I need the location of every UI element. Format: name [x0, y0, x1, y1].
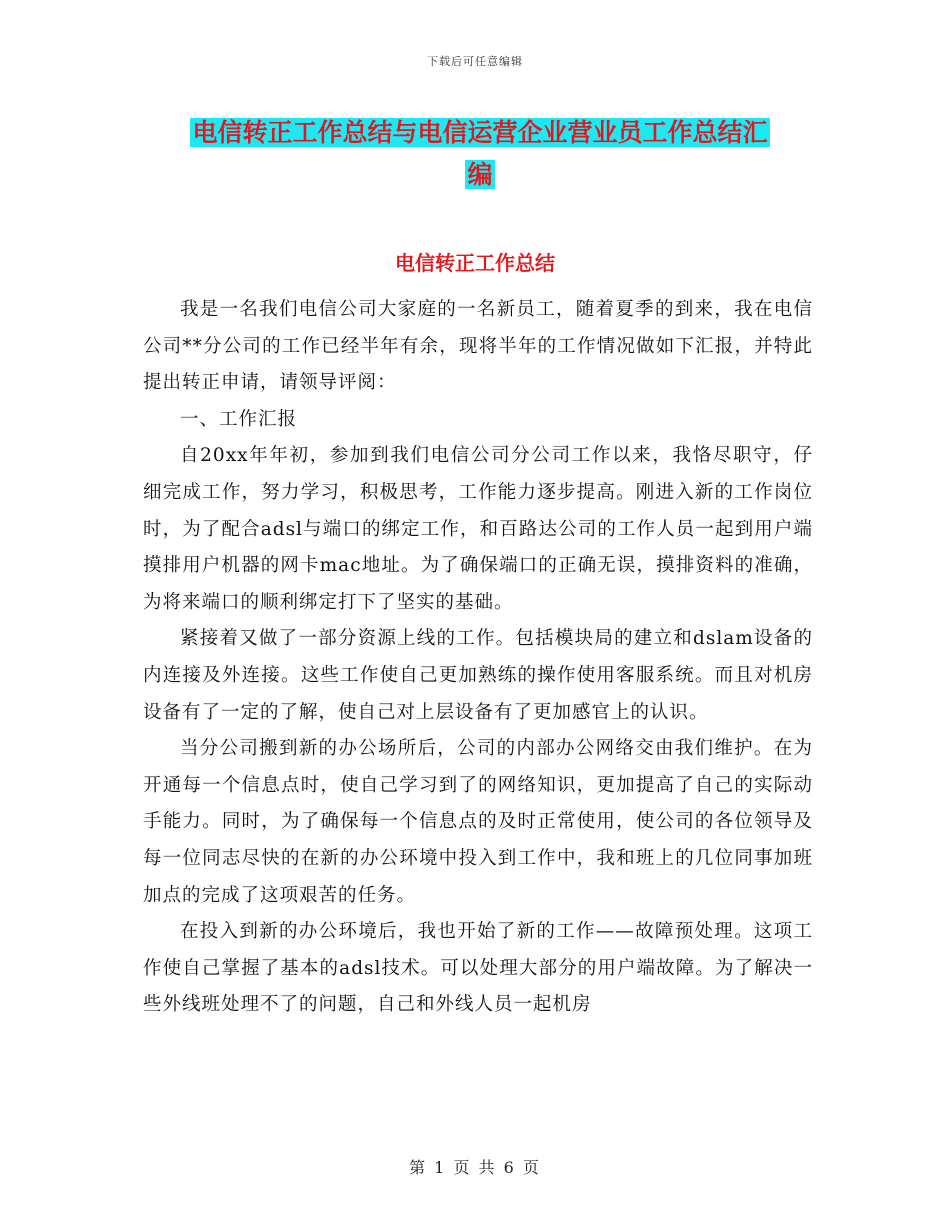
document-title: [140, 112, 820, 196]
paragraph-1: 自20xx年年初，参加到我们电信公司分公司工作以来，我恪尽职守，仔细完成工作，努力学习，积极思考，工作能力逐步提高。刚进入新的工作岗位时，为了配合adsl与端口的绑定工作，和百路达公司的工作人员一起到用户端摸排用户机器的网卡mac地址。为了确保端口的正确无误，摸排资料的准确，为将来端口的顺利绑定打下了坚实的基础。: [143, 445, 813, 613]
page-number-footer: 第 1 页 共 6 页: [409, 1158, 541, 1177]
paragraph-heading-work-report: 一、工作汇报: [180, 408, 298, 430]
document-body: [143, 262, 813, 1024]
paragraph-4: 在投入到新的办公环境后，我也开始了新的工作——故障预处理。这项工作使自己掌握了基本的adsl技术。可以处理大部分的用户端故障。为了解决一些外线班处理不了的问题，自己和外线人员一起机房: [143, 921, 813, 1016]
document-title-line-2: 编: [467, 160, 493, 189]
paragraph-2: 紧接着又做了一部分资源上线的工作。包括模块局的建立和dslam设备的内连接及外连接。这些工作使自己更加熟练的操作使用客服系统。而且对机房设备有了一定的了解，使自己对上层设备有了更加感官上的认识。: [143, 628, 813, 723]
paragraph-intro: 我是一名我们电信公司大家庭的一名新员工，随着夏季的到来，我在电信公司**分公司的工作已经半年有余，现将半年的工作情况做如下汇报，并特此提出转正申请，请领导评阅：: [143, 299, 813, 394]
section-title: 电信转正工作总结: [395, 251, 555, 275]
paragraph-3: 当分公司搬到新的办公场所后，公司的内部办公网络交由我们维护。在为开通每一个信息点时，使自己学习到了的网络知识，更加提高了自己的实际动手能力。同时，为了确保每一个信息点的及时正常使用，使公司的各位领导及每一位同志尽快的在新的办公环境中投入到工作中，我和班上的几位同事加班加点的完成了这项艰苦的任务。: [143, 738, 813, 906]
document-title-line-1: 电信转正工作总结与电信运营企业营业员工作总结汇: [192, 118, 768, 147]
page-header-note: 下载后可任意编辑: [427, 55, 523, 68]
